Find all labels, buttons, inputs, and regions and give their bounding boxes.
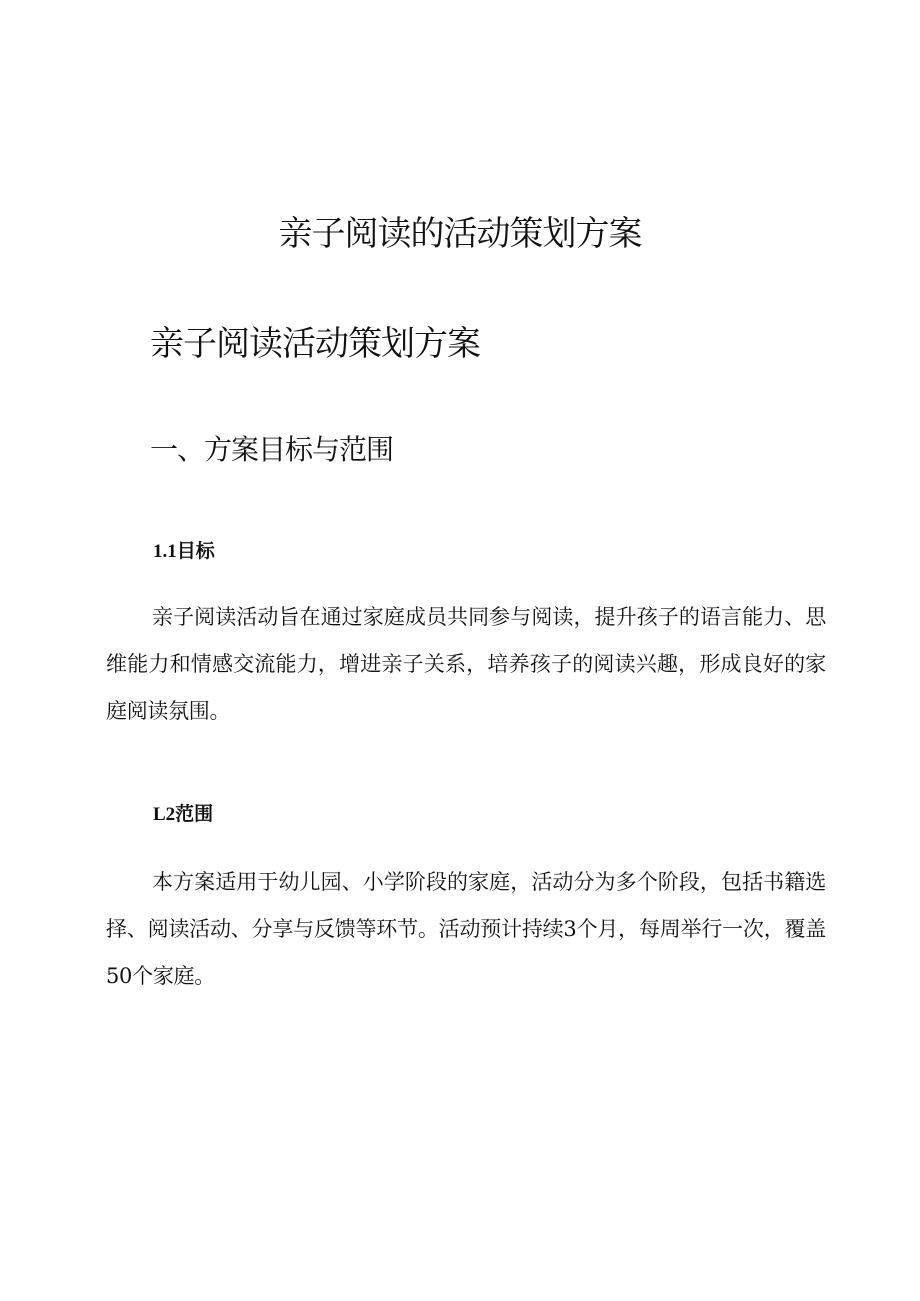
section-heading-goals-scope: 一、方案目标与范围: [150, 433, 394, 466]
document-subtitle: 亲子阅读活动策划方案: [150, 324, 480, 364]
paragraph-goal: 亲子阅读活动旨在通过家庭成员共同参与阅读，提升孩子的语言能力、思维能力和情感交流能力，增进亲子关系，培养孩子的阅读兴趣，形成良好的家庭阅读氛围。: [106, 605, 826, 723]
paragraph-scope: 本方案适用于幼儿园、小学阶段的家庭，活动分为多个阶段，包括书籍选择、阅读活动、分享与反馈等环节。活动预计持续3个月，每周举行一次，覆盖50个家庭。: [106, 870, 826, 988]
document-title: 亲子阅读的活动策划方案: [278, 214, 642, 254]
subheading-goal: 1.1目标: [153, 541, 215, 562]
subheading-scope: L2范围: [153, 804, 214, 825]
